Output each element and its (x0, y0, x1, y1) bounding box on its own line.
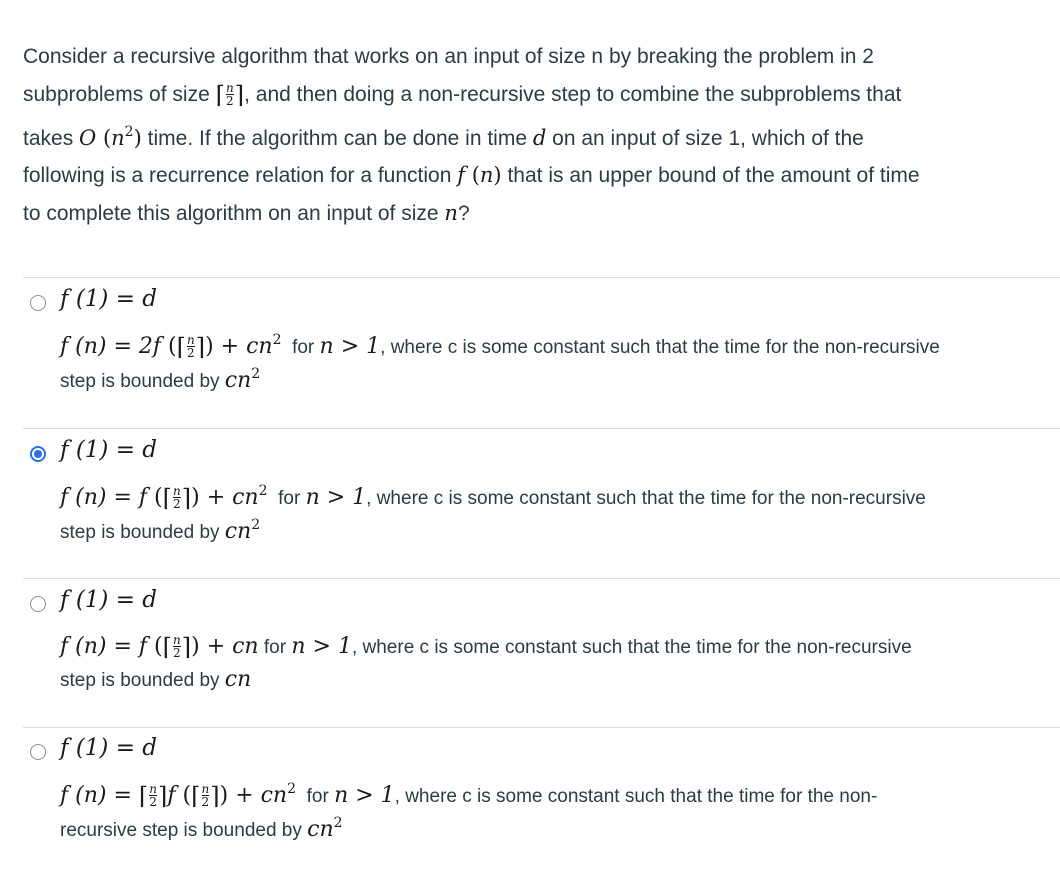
where-text: , where c is some constant such that the time for the non- (394, 786, 878, 807)
option-recurrence (60, 781, 877, 810)
answer-option-2[interactable] (30, 437, 1060, 577)
continuation-text: step is bounded by (60, 522, 220, 543)
option-base-case: f (1) = d (60, 735, 158, 761)
where-text: , where c is some constant such that the time for the non-recursive (366, 488, 926, 509)
bound-term: $cn^2$ (224, 517, 261, 544)
question-line-2-text-b: , and then doing a non-recursive step to combine the subproblems that (244, 82, 902, 106)
option-recurrence (60, 483, 926, 512)
question-line-5-text-b: ? (457, 201, 470, 225)
question-line-2 (23, 76, 1060, 114)
continuation-text: recursive step is bounded by (60, 820, 302, 841)
question-line-1-text: Consider a recursive algorithm that works on an input of size n by breaking the problem in 2 (23, 45, 874, 68)
question-line-4-text-b: that is an upper bound of the amount of time (507, 164, 920, 188)
condition: n > 1 (334, 783, 395, 808)
option-continuation (60, 366, 260, 393)
option-continuation (60, 667, 251, 692)
condition: n > 1 (319, 334, 381, 359)
divider (23, 578, 1060, 579)
option-base-case: f (1) = d (60, 286, 158, 312)
question-line-3-text-b: time. If the algorithm can be done in time (147, 126, 528, 150)
math-ceil-n-over-2: ⌈ $\frac{n}{2}$ ⌉ (215, 80, 245, 109)
math-f-of-n: f (n) (457, 163, 502, 188)
math-big-o: O $(n^2)$ (79, 123, 142, 150)
question-text (23, 38, 1060, 232)
option-continuation (60, 517, 260, 544)
radio-button[interactable] (30, 744, 46, 760)
condition: n > 1 (305, 485, 367, 510)
question-line-3-text-a: takes (23, 126, 74, 150)
answer-option-1[interactable] (30, 286, 1060, 426)
recurrence-lhs: f (n) = ⌈ $\frac{n}{2}$ ⌉f (⌈ $\frac{n}{2}$ ⌉) + $cn^2$ (60, 781, 297, 810)
question-line-2-text-a: subproblems of size (23, 82, 210, 106)
question-line-3-text-c: on an input of size 1, which of the (552, 126, 864, 150)
question-line-4-text-a: following is a recurrence relation for a function (23, 164, 452, 188)
question-line-4 (23, 157, 1060, 195)
option-base-case: f (1) = d (60, 587, 158, 613)
bound-term: $cn^2$ (307, 815, 343, 842)
divider (23, 428, 1060, 429)
where-text: , where c is some constant such that the time for the non-recursive (351, 637, 912, 658)
question-line-1 (23, 38, 1060, 76)
question-line-5 (23, 195, 1060, 233)
recurrence-lhs: f (n) = f (⌈ $\frac{n}{2}$ ⌉) + $cn^2$ (60, 483, 268, 512)
where-text: , where c is some constant such that the time for the non-recursive (380, 337, 940, 358)
continuation-text: step is bounded by (60, 670, 220, 691)
bound-term: cn (224, 667, 252, 692)
divider (23, 727, 1060, 728)
for-label: for (292, 337, 315, 358)
option-recurrence (60, 332, 940, 361)
radio-button[interactable] (30, 295, 46, 311)
radio-button-selected[interactable] (30, 446, 46, 462)
answer-option-3[interactable] (30, 587, 1060, 727)
option-base-case: f (1) = d (60, 437, 158, 463)
recurrence-lhs: f (n) = 2f (⌈ $\frac{n}{2}$ ⌉) + $cn^2$ (60, 332, 282, 361)
math-d: d (532, 125, 547, 150)
option-continuation (60, 815, 343, 842)
radio-button[interactable] (30, 596, 46, 612)
continuation-text: step is bounded by (60, 371, 220, 392)
recurrence-lhs: f (n) = f (⌈ $\frac{n}{2}$ ⌉) + cn (60, 633, 259, 661)
option-recurrence (60, 633, 912, 661)
answer-option-4[interactable] (30, 735, 1060, 875)
bound-term: $cn^2$ (224, 366, 261, 393)
for-label: for (263, 637, 287, 658)
divider (23, 277, 1060, 278)
condition: n > 1 (291, 634, 352, 659)
for-label: for (306, 786, 329, 807)
math-n: n (444, 200, 458, 225)
question-line-5-text-a: to complete this algorithm on an input of size (23, 201, 439, 225)
question-line-3 (23, 114, 1060, 158)
for-label: for (278, 488, 301, 509)
